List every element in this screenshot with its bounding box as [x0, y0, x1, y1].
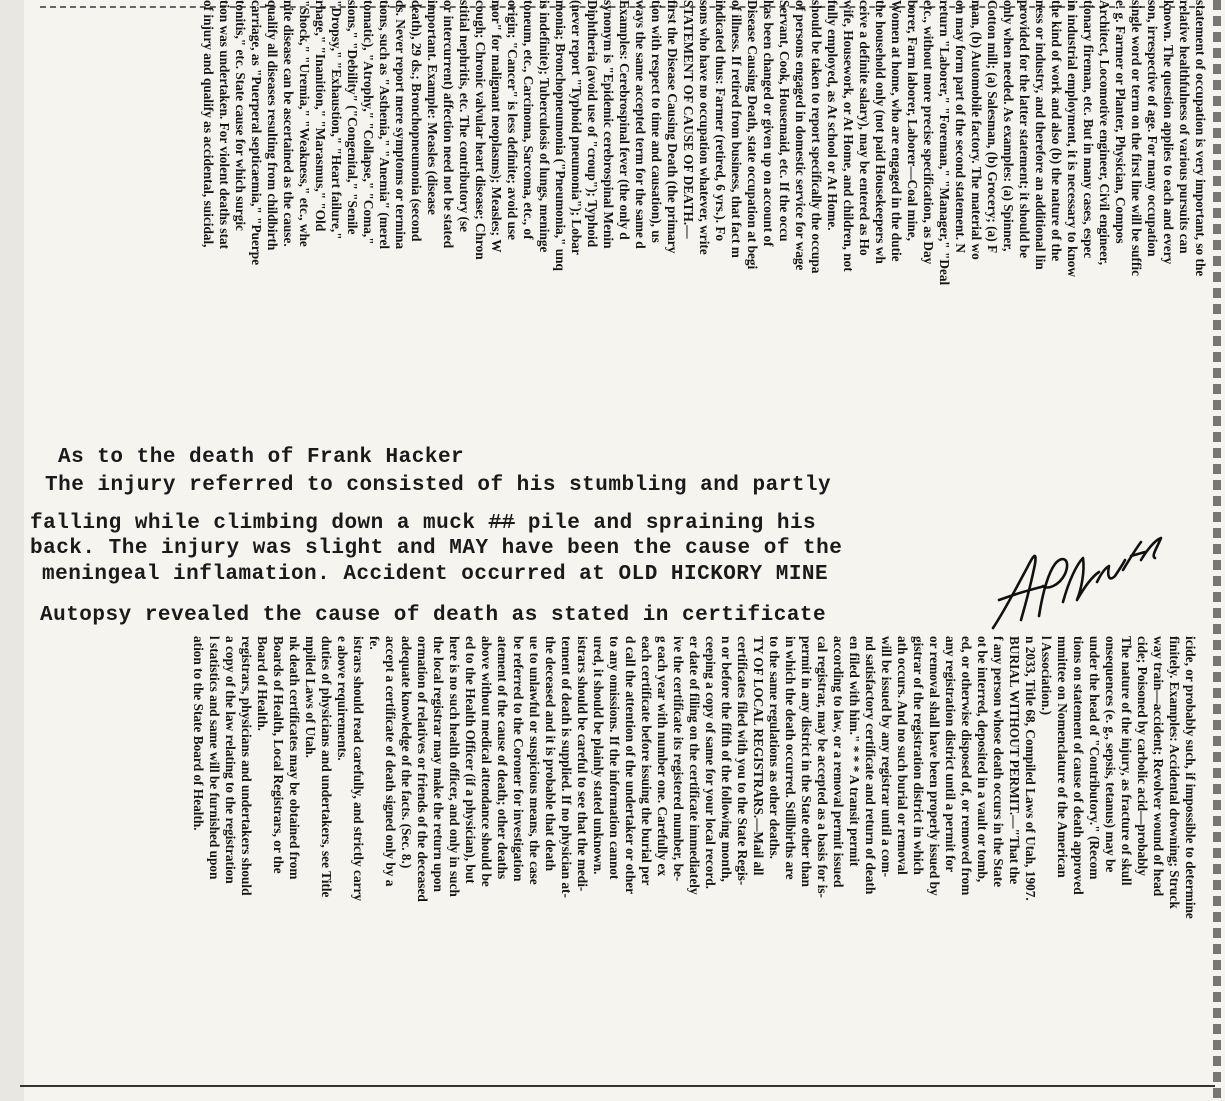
column-line: Board of Health.	[255, 636, 270, 731]
column-line: Boards of Health, Local Registrars, or the	[271, 636, 286, 874]
column-line: permit in any district in the State other than	[799, 636, 814, 887]
column-line: way train—accident; Revolver wound of head	[1151, 636, 1166, 897]
column-line: death), 29 ds.; Bronchopneumonia (second	[409, 0, 424, 242]
column-line: to the same regulations as other deaths.	[767, 636, 782, 859]
struck-characters: ##	[488, 512, 515, 535]
column-line: d call the attention of the undertaker or other	[623, 636, 638, 895]
typed-note-line-6: Autopsy revealed the cause of death as stated in certificate	[40, 604, 827, 627]
column-line: tement of death is supplied. If no physician at-	[559, 636, 574, 898]
column-line: sons who have no occupation whatever, write	[697, 0, 712, 255]
column-line: monia; Bronchopneumonia ("Pneumonia," unq	[553, 0, 568, 271]
column-line: ormation of relatives or friends of the deceased	[415, 636, 430, 902]
typed-note-line-4: back. The injury was slight and MAY have been the cause of the	[30, 537, 843, 560]
column-line: fe.	[367, 636, 382, 650]
column-line: nite disease can be ascertained as the cause.	[281, 0, 296, 247]
column-line: of illness. If retired from business, that fact m	[729, 0, 744, 258]
upper-instructions-text	[200, 0, 1208, 285]
column-line: has been changed or given up on account of	[761, 0, 776, 247]
column-line: "Dropsy," "Exhaustion," "Heart failure,"	[329, 0, 344, 240]
column-line: tions, such as "Asthenia," "Anemia" (merel	[377, 0, 392, 250]
column-line: according to law, or a removal permit issued	[831, 636, 846, 888]
column-line: istrars should read carefully, and strictly carry	[351, 636, 366, 902]
column-line: "Shock," "Uremia," "Weakness," etc., whe	[297, 0, 312, 247]
column-line: ways the same accepted term for the same d	[633, 0, 648, 249]
column-line: fully employed, as At school or At Home.	[825, 0, 840, 231]
column-line: e. g. Farmer or Planter, Physician, Compos	[1113, 0, 1128, 244]
typed-note-line-2: The injury referred to consisted of his stumbling and partly	[45, 474, 832, 497]
column-line: duties of physicians and undertakers, see Title	[319, 636, 334, 898]
column-line: under the head of "Contributory." (Recom	[1087, 636, 1102, 880]
column-line: single word or term on the first line will be suffic	[1129, 0, 1144, 277]
column-line: or removal shall have been properly issued by	[927, 636, 942, 896]
column-line: is indefinite); Tuberculosis of lungs, meninge	[537, 0, 552, 253]
column-line: provided for the latter statement; it should be	[1017, 0, 1032, 259]
handwritten-signature-icon	[985, 520, 1165, 640]
column-line: cide; Poisoned by carbolic acid—probably	[1135, 636, 1150, 876]
column-line: known. The question applies to each and every	[1161, 0, 1176, 265]
column-line: mor" for malignant neoplasms); Measles; W	[489, 0, 504, 253]
column-line: a copy of the law relating to the registration	[223, 636, 238, 884]
column-line: ed, or otherwise disposed of, or removed from	[959, 636, 974, 896]
lower-instructions-column	[98, 636, 1198, 1084]
column-line: onsequences (e. g., sepsis, tetanus) may be	[1103, 636, 1118, 873]
column-line: in industrial employment, it is necessary to know	[1065, 0, 1080, 278]
column-line: ue to unlawful or suspicious means, the case	[527, 636, 542, 885]
column-line: on may form part of the second statement. N	[953, 0, 968, 253]
column-line: of persons engaged in domestic service for wage	[793, 0, 808, 271]
column-line: to any omissions. If the information cannot	[607, 636, 622, 880]
column-line: The nature of the injury, as fracture of skull	[1119, 636, 1134, 886]
column-line: origin; "Cancer" is less definite; avoid use	[505, 0, 520, 241]
column-line: should be taken to report specifically the occupa	[809, 0, 824, 274]
column-line: f any person whose death occurs in the State	[991, 636, 1006, 888]
column-line: the deceased and it is probable that death	[543, 636, 558, 872]
column-line: toneum, etc., Carcinoma, Sarcoma, etc., of	[521, 0, 536, 240]
column-line: nd satisfactory certificate and return of death	[863, 636, 878, 895]
column-line: will be issued by any registrar until a com-	[879, 636, 894, 878]
column-line: Women at home, who are engaged in the dutie	[889, 0, 904, 262]
column-line: Disease Causing Death, state occupation at begi	[745, 0, 760, 270]
column-line: or intercurrent) affection need not be stated	[441, 0, 456, 249]
column-line: ive the certificate its registered number, be-	[671, 636, 686, 882]
column-line: stitial nephritis, etc. The contributory (se	[457, 0, 472, 233]
column-line: tions on statement of cause of death approved	[1071, 636, 1086, 895]
column-line: adequate knowledge of the facts. (Sec. 8.)	[399, 636, 414, 869]
column-line: en filed with him." * * * A transit permit	[847, 636, 862, 867]
column-line: certificates filed with you to the State Regis-	[735, 636, 750, 886]
column-line: relative healthfulness of various pursuits can	[1177, 0, 1192, 254]
lower-instructions-text	[190, 636, 1198, 919]
column-line: gistrar of the registration district in which	[911, 636, 926, 875]
column-line: sions," "Debility" ("Congenital," "Senile	[345, 0, 360, 235]
column-line: tion was undertaken. For violent deaths stat	[217, 0, 232, 250]
column-line: ds. Never report mere symptoms or termina	[393, 0, 408, 250]
column-line: any registration district until a permit for	[943, 636, 958, 873]
column-line: here is no such health officer, and only in such	[447, 636, 462, 897]
column-line: ot be interred, deposited in a vault or tomb,	[975, 636, 990, 883]
column-line: son, irrespective of age. For many occupation	[1145, 0, 1160, 257]
column-line: wife, Housework, or At Home, and children, not	[841, 0, 856, 272]
column-line: only when needed. As examples: (a) Spinner,	[1001, 0, 1016, 252]
column-line: in which the death occurred. Stillbirths are	[783, 636, 798, 880]
column-line: ness or industry, and therefore an additional lin	[1033, 0, 1048, 270]
column-line: cal registrar, may be accepted as a basis for is-	[815, 636, 830, 898]
column-line: ation to the State Board of Health.	[191, 636, 206, 831]
column-line: Diphtheria (avoid use of "croup"); Typhoid	[585, 0, 600, 248]
column-line: ceive a definite salary), may be entered as Ho	[857, 0, 872, 256]
column-line: l statistics and same will be furnished upon	[207, 636, 222, 880]
column-line: g each year with number one. Carefully ex	[655, 636, 670, 877]
typed-note-line-3-b: pile and spraining his	[514, 512, 817, 535]
column-line: tionary fireman, etc. But in many cases, espec	[1081, 0, 1096, 259]
typed-note-line-3-a: falling while climbing down a muck	[30, 512, 489, 535]
column-line: return "Laborer," "Foreman," "Manager," "Deal	[937, 0, 952, 286]
column-line: the kind of work and also (b) the nature of the	[1049, 0, 1064, 262]
column-line: n 2033, Title 68, Compiled Laws of Utah, 1907.	[1023, 636, 1038, 901]
column-line: the local registrar may make the return upon	[431, 636, 446, 892]
column-line: n or before the fifth of the following month,	[719, 636, 734, 882]
column-line: er date of filing on the certificate immediately	[687, 636, 702, 895]
column-line: registrars, physicians and undertakers should	[239, 636, 254, 896]
column-line: ath occurs. And no such burial or removal	[895, 636, 910, 875]
right-border	[1213, 0, 1221, 1101]
column-line: nk death certificates may be obtained from	[287, 636, 302, 880]
column-line: ured, it should be plainly stated unknown.	[591, 636, 606, 875]
column-line: first the Disease Causing Death (the primary	[665, 0, 680, 254]
column-line: each certificate before issuing the burial per	[639, 636, 654, 886]
column-line: (never report "Typhoid pneumonia"); Lobar	[569, 0, 584, 255]
column-line: of injury and qualify as accidental, suicidal,	[201, 0, 216, 248]
column-line: borer, Farm laborer, Laborer—Coal mine,	[905, 0, 920, 241]
typed-note-line-1: As to the death of Frank Hacker	[58, 446, 465, 469]
column-line: man, (b) Automobile factory. The material wo	[969, 0, 984, 260]
column-line: e above requirements.	[335, 636, 350, 761]
column-line: above without medical attendance should be	[479, 636, 494, 887]
column-line: rhage," "Inanition," "Marasmus," "Old	[313, 0, 328, 232]
column-line: be referred to the Coroner for investigation	[511, 636, 526, 882]
column-line: tomatic), "Atrophy," "Collapse," "Coma,"	[361, 0, 376, 245]
column-line: istrars should be careful to see that the medi-	[575, 636, 590, 892]
upper-instructions-column	[98, 0, 1208, 452]
typed-note-line-5: meningeal inflamation. Accident occurred at OLD HICKORY MINE	[42, 563, 829, 586]
scan-margin	[0, 0, 24, 1101]
column-line: important. Example: Measles (disease	[425, 0, 440, 215]
column-line: statement of occupation is very important, so the	[1193, 0, 1208, 277]
column-line: Examples: Cerebrospinal fever (the only d	[617, 0, 632, 240]
column-line: Servant, Cook, Housemaid, etc. If the occu	[777, 0, 792, 242]
column-line: indicated thus: Farmer (retired, 6 yrs.). Fo	[713, 0, 728, 242]
column-line: mmittee on Nomenclature of the American	[1055, 636, 1070, 878]
column-line: synonym is "Epidemic cerebrospinal Menin	[601, 0, 616, 249]
column-line: atement of the cause of death; other deaths	[495, 636, 510, 880]
column-line: ed to the Health Officer (if a physician), but	[463, 636, 478, 884]
column-line: Cotton mill; (a) Salesman, (b) Grocery; (a) F	[985, 0, 1000, 254]
column-line: finitely. Examples: Accidental drowning; Struck	[1167, 636, 1182, 909]
column-line: tonitis," etc. State cause for which surgic	[233, 0, 248, 231]
column-line: l Association.)	[1039, 636, 1054, 716]
typed-note-line-3	[30, 512, 816, 535]
column-line: cough; Chronic valvular heart disease; Chron	[473, 0, 488, 260]
column-line: ceeping a copy of same for your local record.	[703, 636, 718, 889]
column-line: tion with respect to time and causation), us	[649, 0, 664, 243]
column-line: accept a certificate of death signed only by a	[383, 636, 398, 887]
bottom-border	[20, 1085, 1215, 1087]
column-line: mpiled Laws of Utah.	[303, 636, 318, 758]
column-line: STATEMENT OF CAUSE OF DEATH.—	[681, 0, 696, 239]
column-line: BURIAL WITHOUT PERMIT.—"That the	[1007, 636, 1022, 885]
column-line: qualify all diseases resulting from childbirth	[265, 0, 280, 251]
column-line: icide, or probably such, if impossible to determine	[1183, 636, 1198, 919]
column-line: Architect, Locomotive engineer, Civil engineer,	[1097, 0, 1112, 266]
column-line: etc., without more precise specification, as Day	[921, 0, 936, 265]
column-line: TY OF LOCAL REGISTRARS.—Mail all	[751, 636, 766, 876]
column-line: carriage, as "Puerperal septicaemia," "Puerpe	[249, 0, 264, 266]
column-line: the household only (not paid Housekeepers wh	[873, 0, 888, 264]
